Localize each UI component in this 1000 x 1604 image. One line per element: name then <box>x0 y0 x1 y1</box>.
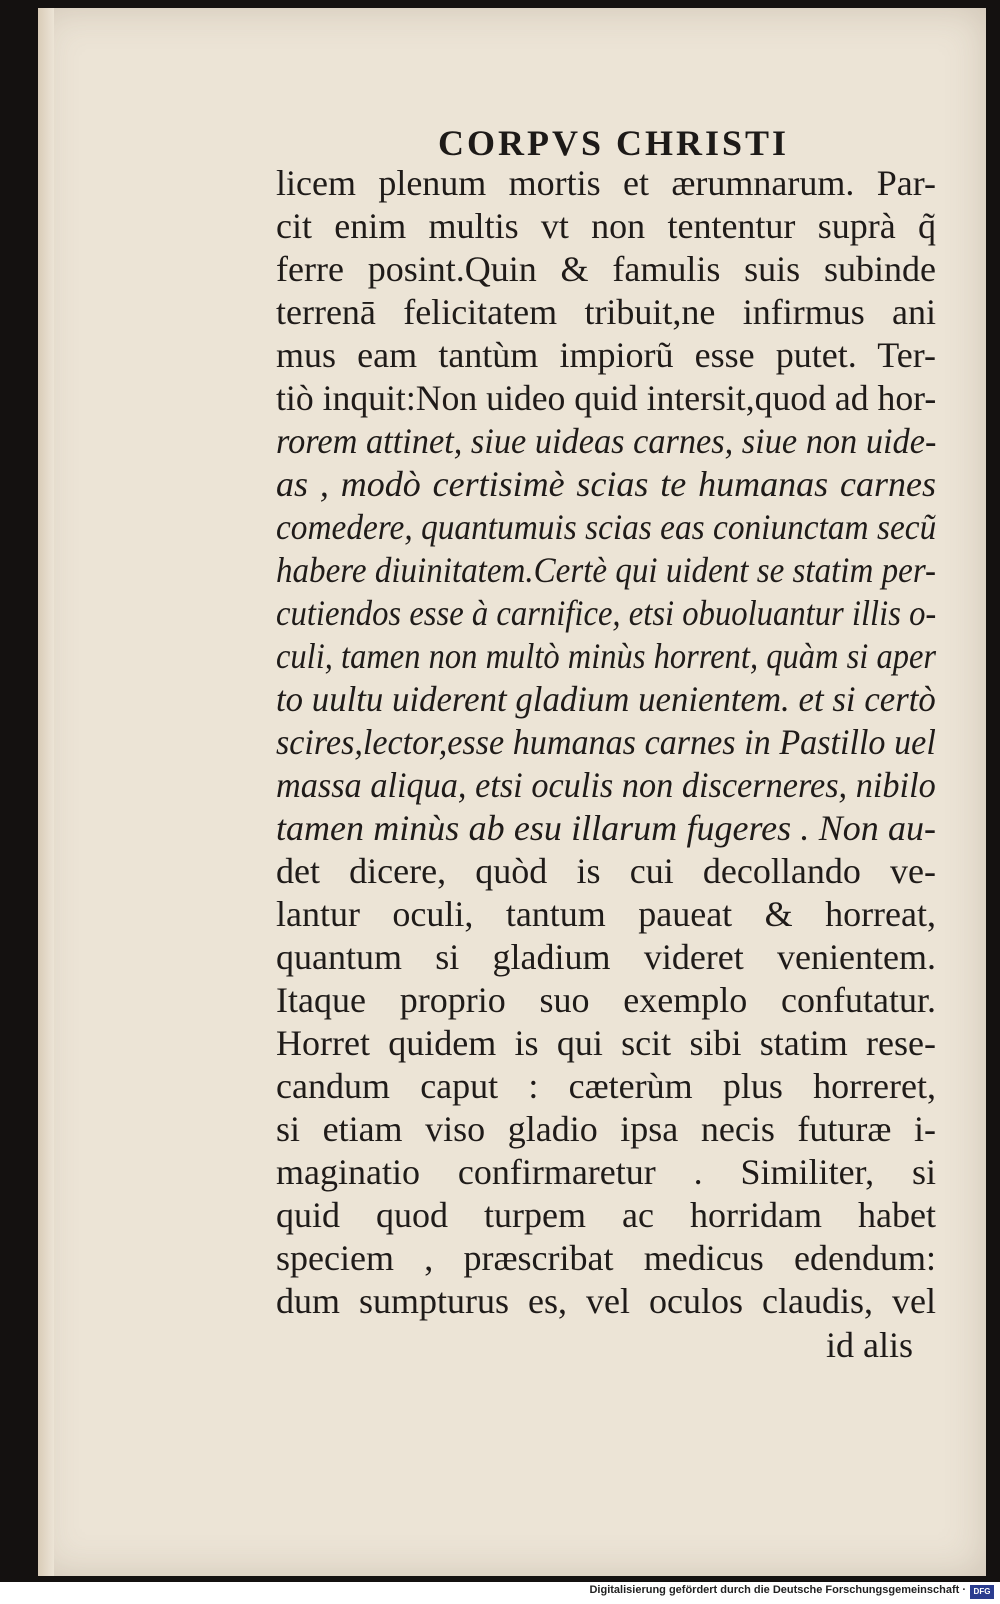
text-line: speciem , præscribat medicus edendum: <box>276 1238 936 1278</box>
text-line: si etiam viso gladio ipsa necis futuræ i- <box>276 1109 936 1149</box>
digitization-credit: Digitalisierung gefördert durch die Deutsche Forschungsgemeinschaft · <box>589 1584 966 1596</box>
text-line: to uultu uiderent gladium uenientem. et si certò <box>276 679 936 719</box>
text-line: Horret quidem is qui scit sibi statim rese- <box>276 1023 936 1063</box>
text-line: as , modò certisimè scias te humanas carnes <box>276 464 936 504</box>
text-line: habere diuinitatem.Certè qui uident se statim per- <box>276 550 937 590</box>
dfg-logo: DFG <box>970 1585 994 1599</box>
text-line: massa aliqua, etsi oculis non discerneres, nibilo <box>276 765 936 805</box>
text-line: cutiendos esse à carnifice, etsi obuoluantur illis o- <box>276 593 937 633</box>
text-line: terrenā felicitatem tribuit,ne infirmus ani <box>276 292 936 332</box>
text-line: tamen minùs ab esu illarum fugeres . Non au- <box>276 808 936 848</box>
page-text <box>276 162 946 1323</box>
text-line: lantur oculi, tantum paueat & horreat, <box>276 894 936 934</box>
text-line: quid quod turpem ac horridam habet <box>276 1195 936 1235</box>
text-line: cit enim multis vt non tententur suprà q̃ <box>276 206 936 246</box>
text-line: Itaque proprio suo exemplo confutatur. <box>276 980 936 1020</box>
text-line: comedere, quantumuis scias eas coniunctam secũ <box>276 507 937 547</box>
text-line: quantum si gladium videret venientem. <box>276 937 936 977</box>
text-line: mus eam tantùm impiorũ esse putet. Ter- <box>276 335 936 375</box>
running-head: CORPVS CHRISTI <box>438 123 790 163</box>
text-line: rorem attinet, siue uideas carnes, siue non uide- <box>276 421 937 461</box>
text-line: dum sumpturus es, vel oculos claudis, vel <box>276 1281 936 1321</box>
text-line: det dicere, quòd is cui decollando ve- <box>276 851 936 891</box>
text-line: candum caput : cæterùm plus horreret, <box>276 1066 936 1106</box>
page-gutter <box>38 8 54 1576</box>
text-line: culi, tamen non multò minùs horrent, quàm si aper <box>276 636 937 676</box>
catchword: id alis <box>826 1325 913 1365</box>
text-line: scires,lector,esse humanas carnes in Pastillo uel <box>276 722 936 762</box>
text-line: ferre posint.Quin & famulis suis subinde <box>276 249 936 289</box>
text-line: licem plenum mortis et ærumnarum. Par- <box>276 163 936 203</box>
text-line: tiò inquit:Non uideo quid intersit,quod ad hor- <box>276 378 937 418</box>
text-line: maginatio confirmaretur . Similiter, si <box>276 1152 936 1192</box>
